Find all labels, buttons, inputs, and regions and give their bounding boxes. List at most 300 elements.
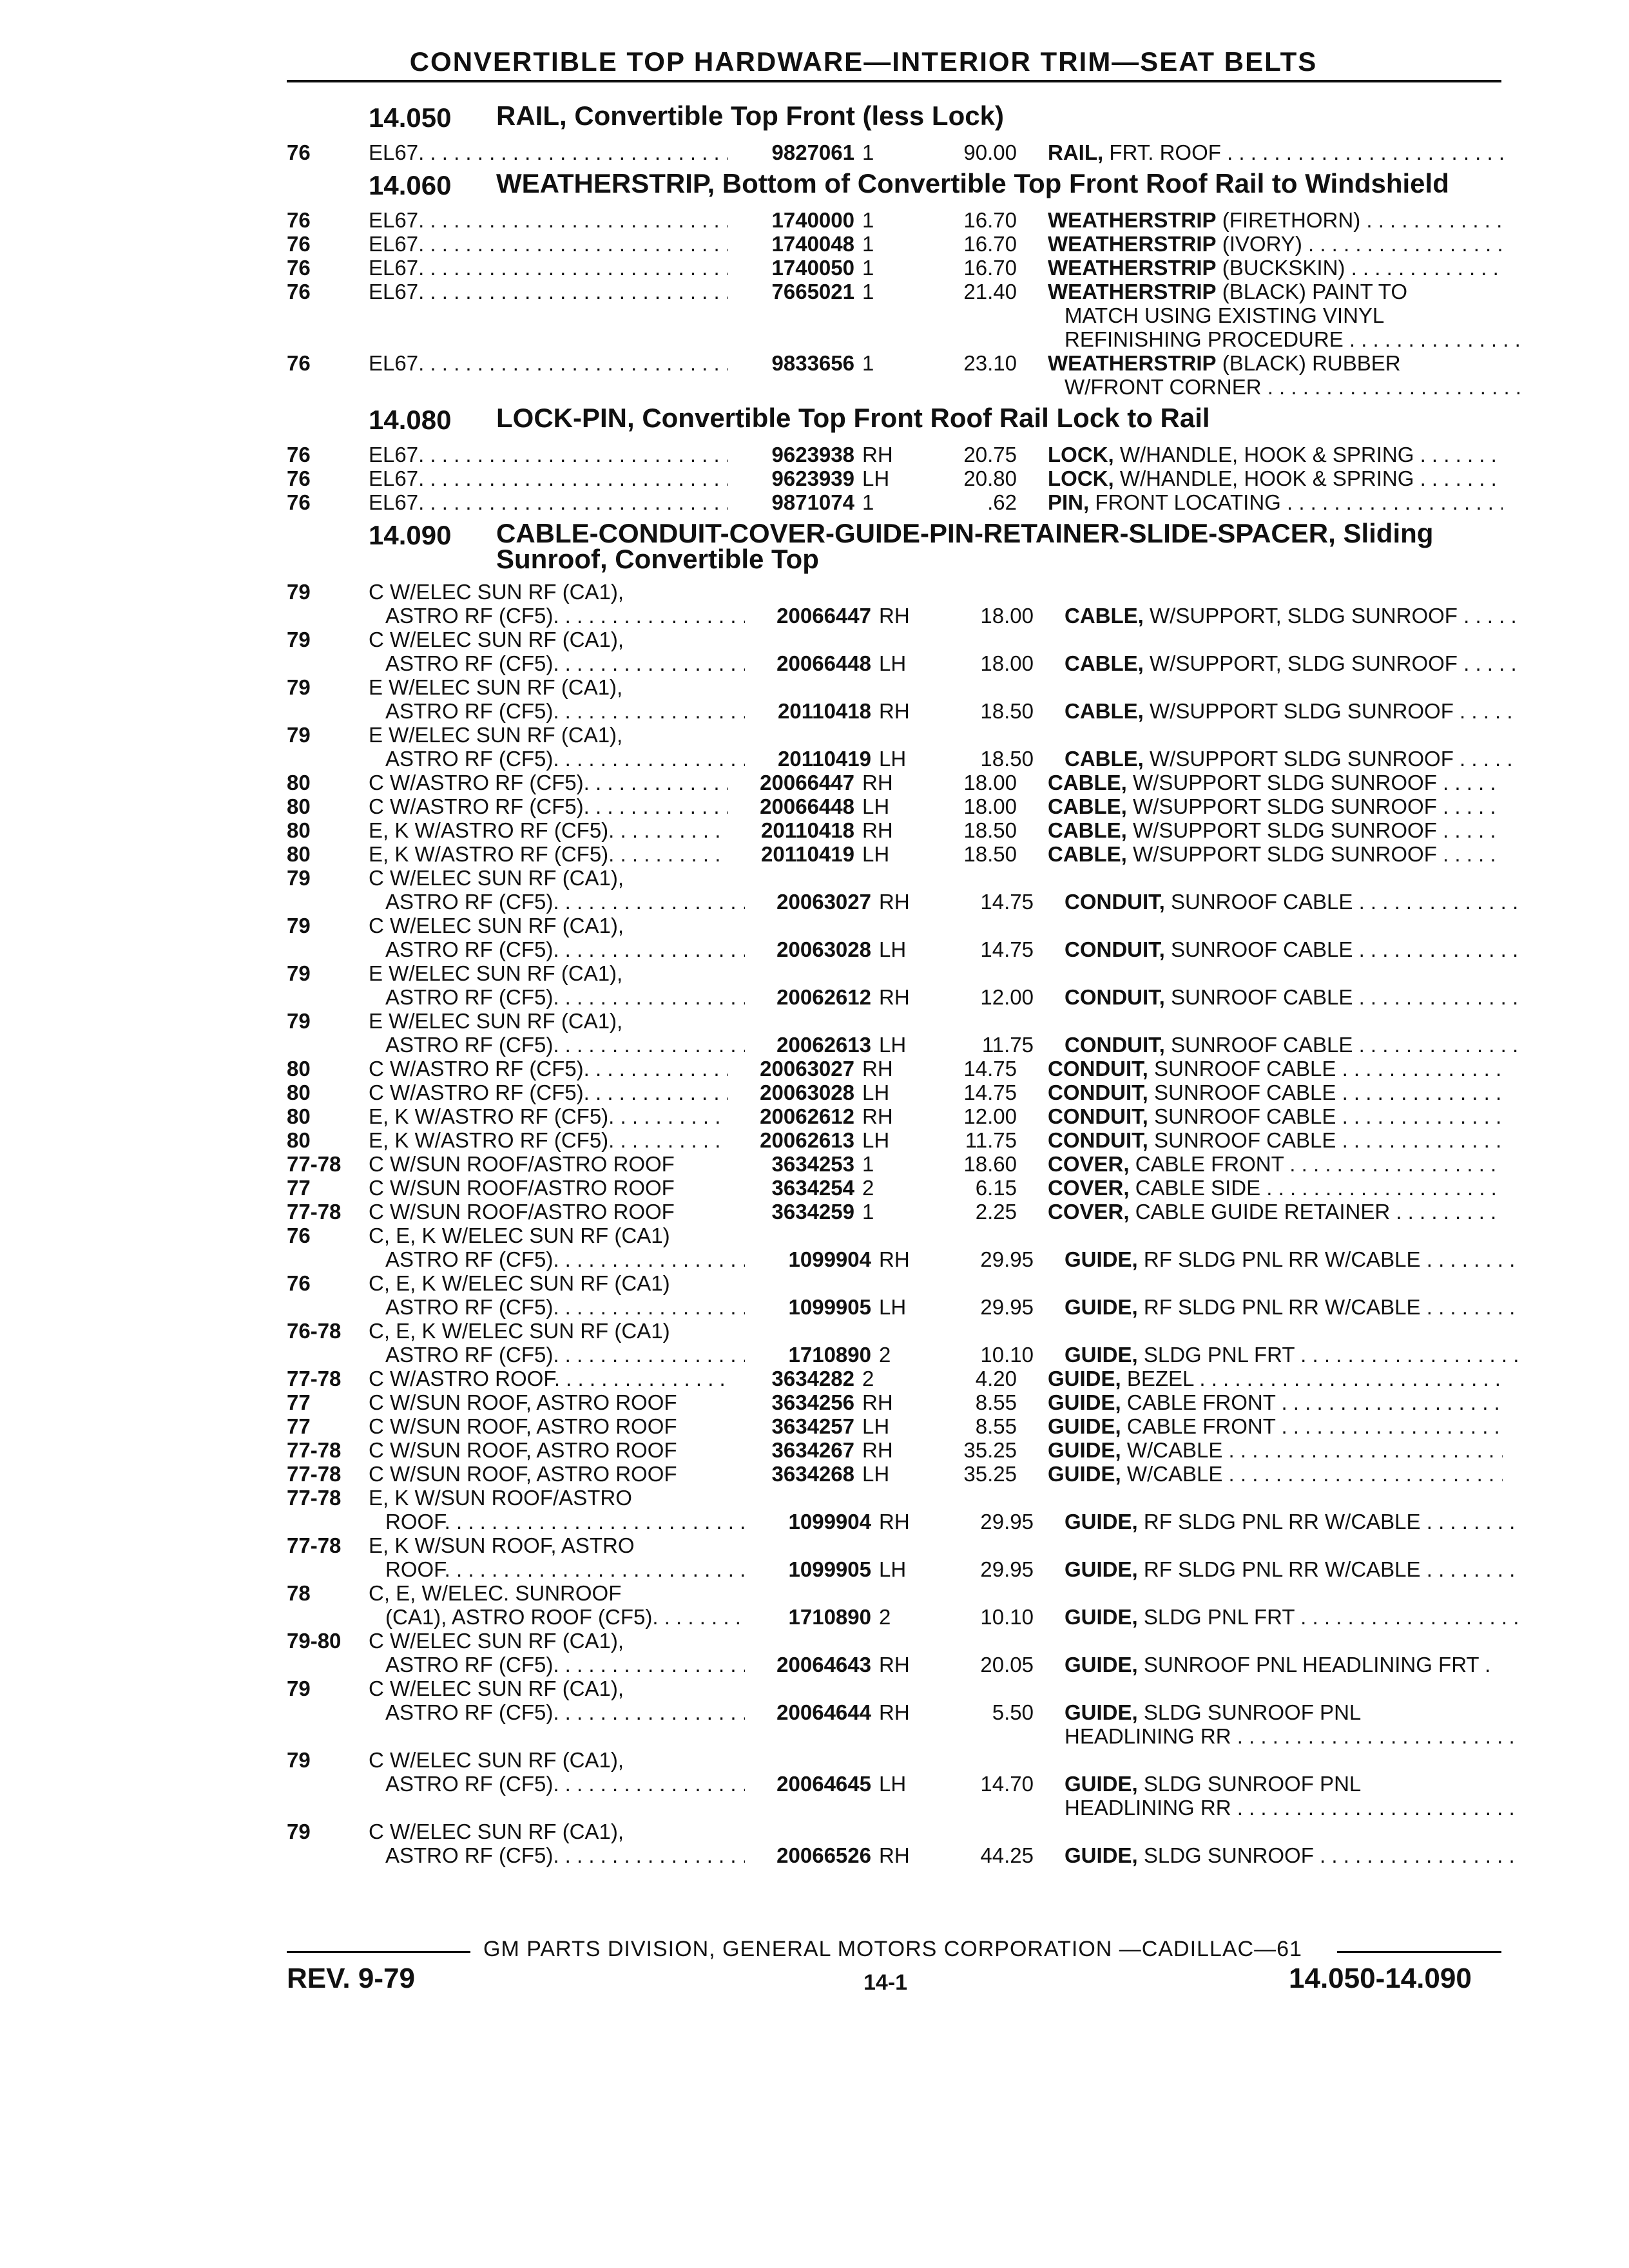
section-number: 14.060: [369, 170, 452, 200]
model-year: 77: [287, 1176, 311, 1200]
quantity: RH: [879, 985, 910, 1009]
description-name: GUIDE,: [1065, 1700, 1138, 1724]
description-detail: (BLACK) PAINT TO: [1216, 280, 1408, 303]
table-row: [287, 985, 1505, 1009]
part-number: 3634267: [771, 1438, 854, 1462]
model-usage: EL67 . . .: [369, 256, 728, 280]
description-name: LOCK,: [1048, 466, 1114, 490]
part-number: 20110418: [777, 699, 871, 723]
table-row: [287, 1128, 1505, 1152]
section-number: 14.090: [369, 520, 452, 550]
model-usage: [369, 303, 728, 327]
footer-publisher: GM PARTS DIVISION, GENERAL MOTORS CORPORATION —CADILLAC—61: [483, 1937, 1302, 1961]
part-number: [728, 1271, 862, 1295]
description-detail: W/SUPPORT SLDG SUNROOF: [1143, 747, 1454, 771]
description-name: GUIDE,: [1048, 1390, 1121, 1414]
description-detail: HEADLINING RR: [1065, 1724, 1231, 1748]
model-usage: C, E, K W/ELEC SUN RF (CA1): [369, 1271, 670, 1295]
table-row: [287, 1772, 1505, 1796]
model-usage: EL67 . . .: [369, 490, 728, 514]
part-number: 20062613: [760, 1128, 854, 1152]
price: [927, 303, 1048, 327]
description: [1048, 280, 1503, 303]
price: [927, 1724, 1048, 1748]
price: [927, 675, 1048, 699]
model-usage: C W/SUN ROOF/ASTRO ROOF: [369, 1176, 675, 1200]
description-name: GUIDE,: [1065, 1343, 1138, 1367]
table-row: [287, 466, 1505, 490]
price: 11.75: [965, 1128, 1017, 1152]
model-usage: ROOF . . .: [369, 1557, 745, 1581]
table-row: [287, 1748, 1505, 1772]
quantity: [862, 327, 927, 351]
part-number: 9623938: [771, 443, 854, 466]
description-detail: W/SUPPORT SLDG SUNROOF: [1126, 842, 1437, 866]
description-detail: W/CABLE: [1121, 1462, 1223, 1486]
description-name: WEATHERSTRIP: [1048, 232, 1217, 256]
description-name: WEATHERSTRIP: [1048, 351, 1217, 375]
description: [1048, 1081, 1503, 1104]
quantity: RH: [879, 604, 910, 628]
quantity: 2: [879, 1605, 891, 1629]
price: 18.50: [963, 818, 1017, 842]
quantity: [862, 1748, 927, 1772]
quantity: LH: [862, 1414, 890, 1438]
model-year: 79: [287, 1748, 311, 1772]
price: 10.10: [980, 1343, 1034, 1367]
page-number: 14-1: [863, 1970, 908, 1995]
description: [1065, 1843, 1519, 1867]
quantity: [862, 1677, 927, 1700]
description: [1048, 675, 1503, 699]
quantity: [862, 1533, 927, 1557]
model-usage: C W/ELEC SUN RF (CA1),: [369, 1748, 624, 1772]
description: [1048, 140, 1503, 164]
model-year: 77-78: [287, 1438, 342, 1462]
quantity: LH: [879, 1295, 907, 1319]
table-row: [287, 1033, 1505, 1057]
model-year: [287, 937, 369, 961]
page-title: CONVERTIBLE TOP HARDWARE—INTERIOR TRIM—SEAT BELTS: [409, 46, 1318, 77]
description-name: GUIDE,: [1065, 1772, 1138, 1796]
part-number: [728, 580, 862, 604]
description: [1048, 303, 1519, 327]
description-name: LOCK,: [1048, 443, 1114, 466]
table-row: [287, 890, 1505, 914]
description: [1048, 1104, 1503, 1128]
part-number: 20110419: [760, 842, 854, 866]
part-number: 1710890: [788, 1605, 871, 1629]
description: [1048, 1629, 1503, 1653]
model-year: 77-78: [287, 1533, 342, 1557]
part-number: [728, 1319, 862, 1343]
part-number: 1710890: [788, 1343, 871, 1367]
table-row: [287, 580, 1505, 604]
description: [1048, 327, 1519, 351]
price: 18.00: [980, 604, 1034, 628]
model-year: 80: [287, 1104, 311, 1128]
model-usage: E W/ELEC SUN RF (CA1),: [369, 1009, 623, 1033]
description: [1065, 1295, 1519, 1319]
quantity: RH: [879, 699, 910, 723]
description-name: COVER,: [1048, 1176, 1130, 1200]
description: [1048, 256, 1503, 280]
description-detail: CABLE FRONT: [1121, 1390, 1276, 1414]
model-year: [287, 1510, 369, 1533]
table-row: [287, 1057, 1505, 1081]
model-usage: ASTRO RF (CF5) . . .: [369, 1653, 745, 1677]
model-year: 76: [287, 140, 311, 164]
description: [1048, 1677, 1503, 1700]
description-detail: SUNROOF CABLE: [1148, 1104, 1336, 1128]
model-year: [287, 303, 369, 327]
footer-rule-right: [1337, 1951, 1501, 1953]
price: 35.25: [963, 1438, 1017, 1462]
model-usage: [369, 375, 728, 399]
section-heading: [287, 168, 1505, 200]
description-name: CONDUIT,: [1048, 1128, 1148, 1152]
description-name: GUIDE,: [1048, 1367, 1121, 1390]
model-year: 79: [287, 675, 311, 699]
model-usage: C W/ELEC SUN RF (CA1),: [369, 866, 624, 890]
model-usage: C W/ASTRO RF (CF5) . . .: [369, 794, 728, 818]
part-number: 20064644: [776, 1700, 871, 1724]
model-usage: C, E, K W/ELEC SUN RF (CA1): [369, 1224, 670, 1247]
price: 21.40: [963, 280, 1017, 303]
description: [1065, 1343, 1519, 1367]
description-detail: SUNROOF PNL HEADLINING FRT .: [1137, 1653, 1491, 1677]
description: [1048, 1009, 1503, 1033]
price: [927, 914, 1048, 937]
price: 18.50: [980, 747, 1034, 771]
part-number: [728, 1820, 862, 1843]
price: 23.10: [963, 351, 1017, 375]
model-usage: ASTRO RF (CF5) . . .: [369, 651, 745, 675]
quantity: LH: [879, 747, 907, 771]
description: [1048, 1271, 1503, 1295]
part-number: [728, 375, 862, 399]
quantity: [862, 628, 927, 651]
model-usage: C W/ELEC SUN RF (CA1),: [369, 1677, 624, 1700]
model-year: 77: [287, 1390, 311, 1414]
model-usage: EL67 . . .: [369, 280, 728, 303]
model-year: 77-78: [287, 1200, 342, 1224]
description: [1048, 842, 1503, 866]
price: [927, 1009, 1048, 1033]
model-year: 80: [287, 771, 311, 794]
model-year: 80: [287, 818, 311, 842]
model-year: 80: [287, 842, 311, 866]
price: 11.75: [981, 1033, 1034, 1057]
model-year: [287, 747, 369, 771]
part-number: 20066448: [760, 794, 854, 818]
description-detail: (BLACK) RUBBER: [1216, 351, 1401, 375]
part-number: 20066447: [760, 771, 854, 794]
table-row: [287, 1820, 1505, 1843]
part-number: 20063027: [760, 1057, 854, 1081]
part-number: [728, 327, 862, 351]
quantity: LH: [879, 937, 907, 961]
description-detail: W/SUPPORT SLDG SUNROOF: [1126, 818, 1437, 842]
parts-list: [287, 97, 1505, 1867]
price: 2.25: [975, 1200, 1017, 1224]
quantity: 2: [862, 1176, 874, 1200]
price: 29.95: [980, 1557, 1034, 1581]
part-number: 20110418: [760, 818, 854, 842]
table-row: [287, 280, 1505, 303]
description-name: GUIDE,: [1065, 1295, 1138, 1319]
model-usage: C W/SUN ROOF, ASTRO ROOF: [369, 1438, 677, 1462]
price: 18.50: [963, 842, 1017, 866]
section-heading: [287, 405, 1505, 435]
quantity: RH: [862, 443, 893, 466]
section-heading: [287, 103, 1505, 133]
part-number: 20062613: [776, 1033, 871, 1057]
description-detail: SLDG PNL FRT: [1137, 1343, 1295, 1367]
model-year: [287, 985, 369, 1009]
description-name: GUIDE,: [1065, 1653, 1138, 1677]
description: [1065, 747, 1519, 771]
table-row: [287, 675, 1505, 699]
description: [1065, 937, 1519, 961]
model-usage: C W/ASTRO RF (CF5) . . .: [369, 1057, 728, 1081]
quantity: RH: [879, 1653, 910, 1677]
model-year: 76: [287, 1271, 311, 1295]
table-row: [287, 1724, 1505, 1748]
price: 29.95: [980, 1510, 1034, 1533]
model-usage: EL67 . . .: [369, 466, 728, 490]
description-detail: (IVORY): [1216, 232, 1302, 256]
table-row: [287, 1176, 1505, 1200]
table-row: [287, 866, 1505, 890]
quantity: [862, 580, 927, 604]
description-detail: W/SUPPORT SLDG SUNROOF: [1126, 794, 1437, 818]
model-year: 76-78: [287, 1319, 342, 1343]
table-row: [287, 1295, 1505, 1319]
section-title: LOCK-PIN, Convertible Top Front Roof Rail Lock to Rail: [496, 403, 1210, 433]
description-name: CONDUIT,: [1048, 1081, 1148, 1104]
model-usage: E, K W/ASTRO RF (CF5) . . .: [369, 1128, 728, 1152]
table-row: [287, 1557, 1505, 1581]
model-usage: ASTRO RF (CF5) . . .: [369, 1343, 745, 1367]
quantity: 1: [862, 1200, 874, 1224]
quantity: [862, 675, 927, 699]
description: [1048, 628, 1503, 651]
price: 8.55: [975, 1390, 1017, 1414]
quantity: [862, 1581, 927, 1605]
description: [1048, 1796, 1519, 1820]
description: [1065, 1605, 1519, 1629]
model-usage: ROOF . . .: [369, 1510, 745, 1533]
description-name: COVER,: [1048, 1152, 1130, 1176]
description-detail: SUNROOF CABLE: [1164, 890, 1353, 914]
table-row: [287, 327, 1505, 351]
part-number: [728, 1009, 862, 1033]
quantity: 1: [862, 208, 874, 232]
table-row: [287, 1081, 1505, 1104]
part-number: 20066526: [776, 1843, 871, 1867]
part-number: [728, 914, 862, 937]
model-year: [287, 699, 369, 723]
part-number: 20110419: [777, 747, 871, 771]
description: [1048, 1152, 1503, 1176]
model-usage: EL67 . . .: [369, 443, 728, 466]
description: [1065, 1557, 1519, 1581]
price: 14.75: [980, 937, 1034, 961]
title-rule: [287, 80, 1501, 82]
quantity: [862, 1271, 927, 1295]
description: [1048, 771, 1503, 794]
model-usage: ASTRO RF (CF5) . . .: [369, 1033, 745, 1057]
table-row: [287, 490, 1505, 514]
quantity: [862, 866, 927, 890]
part-number: [728, 1224, 862, 1247]
description-name: PIN,: [1048, 490, 1090, 514]
quantity: LH: [879, 651, 907, 675]
part-number: [728, 1677, 862, 1700]
quantity: LH: [879, 1772, 907, 1796]
description-detail: SLDG PNL FRT: [1137, 1605, 1295, 1629]
quantity: [862, 1319, 927, 1343]
description-detail: W/SUPPORT SLDG SUNROOF: [1126, 771, 1437, 794]
price: [927, 1820, 1048, 1843]
model-year: 80: [287, 1128, 311, 1152]
model-usage: ASTRO RF (CF5) . . .: [369, 1700, 745, 1724]
model-year: 76: [287, 232, 311, 256]
section-title: WEATHERSTRIP, Bottom of Convertible Top Front Roof Rail to Windshield: [496, 168, 1449, 198]
description-detail: MATCH USING EXISTING VINYL: [1065, 303, 1385, 327]
model-usage: C W/ASTRO RF (CF5) . . .: [369, 1081, 728, 1104]
description: [1048, 1820, 1503, 1843]
description-detail: SUNROOF CABLE: [1148, 1128, 1336, 1152]
model-usage: E, K W/SUN ROOF/ASTRO: [369, 1486, 632, 1510]
description: [1048, 1057, 1503, 1081]
table-row: [287, 1796, 1505, 1820]
model-year: [287, 1724, 369, 1748]
quantity: RH: [879, 1247, 910, 1271]
model-usage: C W/SUN ROOF/ASTRO ROOF: [369, 1200, 675, 1224]
section-range: 14.050-14.090: [1289, 1963, 1472, 1994]
revision-label: REV. 9-79: [287, 1963, 415, 1994]
quantity: 1: [862, 351, 874, 375]
part-number: 9871074: [771, 490, 854, 514]
model-year: 77-78: [287, 1367, 342, 1390]
description: [1065, 699, 1519, 723]
description: [1048, 1128, 1503, 1152]
model-usage: C W/ASTRO RF (CF5) . . .: [369, 771, 728, 794]
quantity: LH: [862, 794, 890, 818]
price: 44.25: [980, 1843, 1034, 1867]
description: [1048, 443, 1503, 466]
price: [927, 327, 1048, 351]
price: 14.70: [980, 1772, 1034, 1796]
part-number: [728, 1581, 862, 1605]
quantity: LH: [879, 1557, 907, 1581]
description-detail: RF SLDG PNL RR W/CABLE: [1137, 1247, 1421, 1271]
price: [927, 1677, 1048, 1700]
description-detail: W/HANDLE, HOOK & SPRING: [1113, 466, 1414, 490]
part-number: [728, 1796, 862, 1820]
part-number: 3634254: [771, 1176, 854, 1200]
description-name: COVER,: [1048, 1200, 1130, 1224]
table-row: [287, 1605, 1505, 1629]
quantity: 2: [862, 1367, 874, 1390]
model-year: 79-80: [287, 1629, 342, 1653]
model-year: 76: [287, 280, 311, 303]
table-row: [287, 1200, 1505, 1224]
table-row: [287, 1367, 1505, 1390]
table-row: [287, 1486, 1505, 1510]
price: 18.60: [963, 1152, 1017, 1176]
table-row: [287, 140, 1505, 164]
description-name: GUIDE,: [1065, 1247, 1138, 1271]
model-year: 80: [287, 1081, 311, 1104]
part-number: 3634257: [771, 1414, 854, 1438]
description: [1048, 1176, 1503, 1200]
table-row: [287, 1390, 1505, 1414]
model-usage: E, K W/ASTRO RF (CF5) . . .: [369, 842, 728, 866]
quantity: LH: [862, 842, 890, 866]
description: [1048, 914, 1503, 937]
description: [1065, 1510, 1519, 1533]
description: [1048, 866, 1503, 890]
section-title: RAIL, Convertible Top Front (less Lock): [496, 101, 1004, 131]
model-year: 79: [287, 723, 311, 747]
quantity: LH: [862, 1462, 890, 1486]
price: 10.10: [980, 1605, 1034, 1629]
description: [1048, 1724, 1519, 1748]
description-name: CONDUIT,: [1065, 1033, 1165, 1057]
quantity: LH: [879, 1033, 907, 1057]
part-number: [728, 628, 862, 651]
part-number: [728, 1724, 862, 1748]
price: 12.00: [963, 1104, 1017, 1128]
quantity: [862, 1820, 927, 1843]
description: [1065, 890, 1519, 914]
price: 20.80: [963, 466, 1017, 490]
part-number: 20064645: [776, 1772, 871, 1796]
part-number: 9623939: [771, 466, 854, 490]
footer-rule-left: [287, 1951, 470, 1953]
table-row: [287, 818, 1505, 842]
price: [927, 580, 1048, 604]
description-detail: CABLE FRONT: [1121, 1414, 1276, 1438]
description-detail: SLDG SUNROOF: [1137, 1843, 1314, 1867]
model-usage: [369, 1796, 728, 1820]
model-year: [287, 375, 369, 399]
price: 35.25: [963, 1462, 1017, 1486]
part-number: 20063028: [776, 937, 871, 961]
quantity: RH: [862, 1057, 893, 1081]
part-number: 20062612: [760, 1104, 854, 1128]
description-name: CABLE,: [1065, 604, 1144, 628]
description: [1065, 651, 1519, 675]
price: [927, 1796, 1048, 1820]
description-detail: SLDG SUNROOF PNL: [1137, 1772, 1362, 1796]
model-year: [287, 604, 369, 628]
description-name: CONDUIT,: [1065, 890, 1165, 914]
description: [1048, 794, 1503, 818]
part-number: 20064643: [776, 1653, 871, 1677]
description: [1065, 985, 1519, 1009]
model-usage: C W/ELEC SUN RF (CA1),: [369, 628, 624, 651]
price: 6.15: [975, 1176, 1017, 1200]
quantity: [862, 1486, 927, 1510]
model-year: [287, 1605, 369, 1629]
table-row: [287, 232, 1505, 256]
description-name: RAIL,: [1048, 140, 1104, 164]
price: 8.55: [975, 1414, 1017, 1438]
